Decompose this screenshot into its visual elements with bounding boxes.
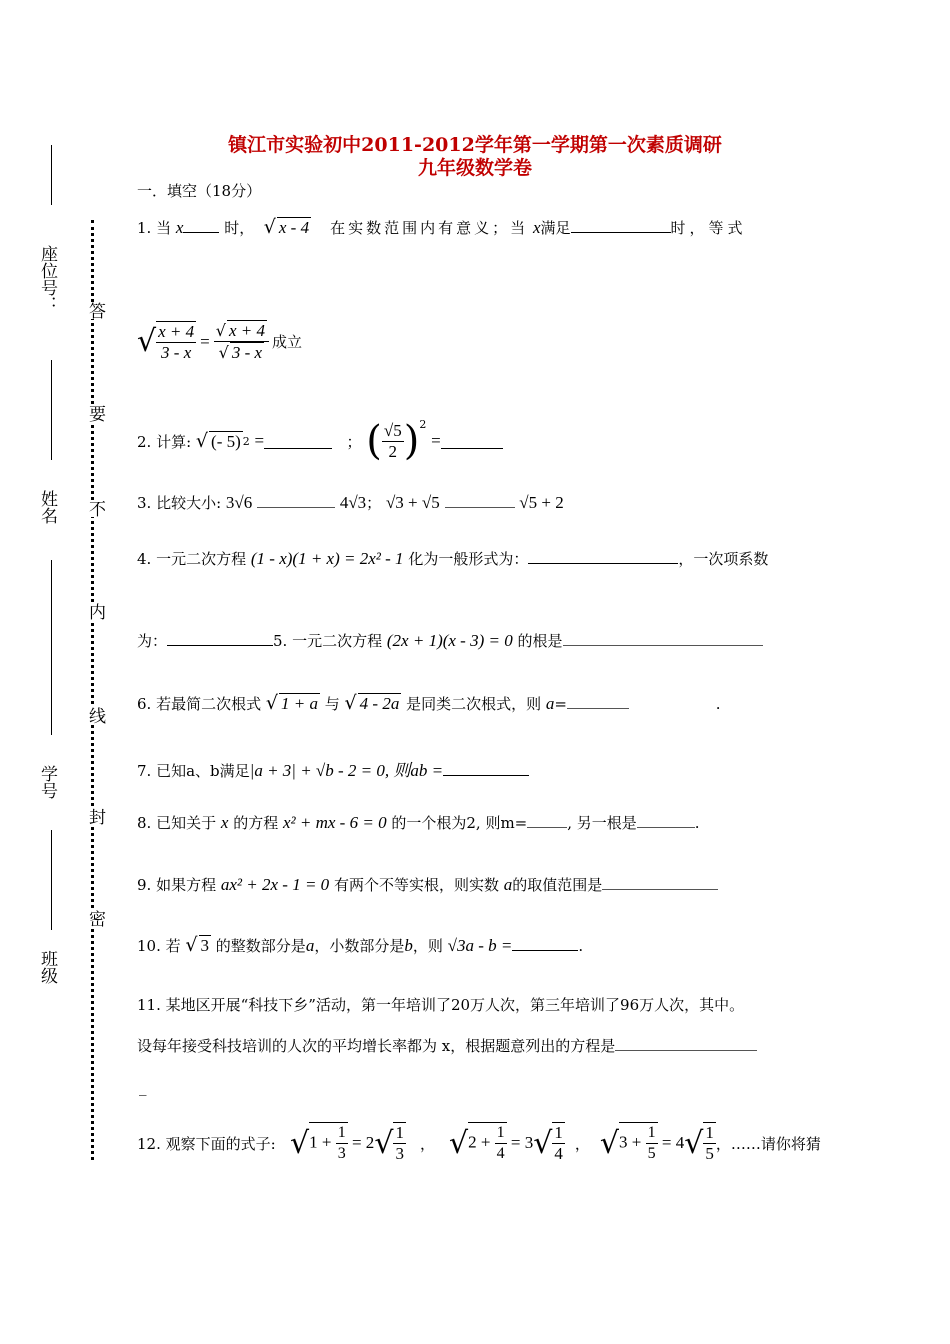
q4-text-d: 为： [137,632,168,650]
q8-line [137,812,700,833]
seal-char-3: 不 [83,500,108,517]
q4-text-c: ，一次项系数 [678,550,769,568]
q1-lhs-num: x + 4 [158,321,195,341]
seal-char-6: 封 [83,808,108,825]
name-line [51,560,52,660]
q1-var-x: x [175,218,184,237]
q3-e4: √5 + 2 [519,493,564,512]
q3-sep: ； [366,494,382,512]
q11-blank[interactable] [615,1036,757,1051]
q1-text-e: 时，等式 [670,219,747,237]
q1-text-a: 1. 当 [137,219,172,237]
q10-text-c: ，小数部分是 [314,937,405,955]
q1-text-c: 在实数范围内有意义；当 [330,219,529,237]
q5-blank[interactable] [563,631,763,646]
q5-line [137,630,763,651]
q6-text-c: 是同类二次根式，则 [406,695,542,713]
class-label: 班级 [37,950,57,984]
q3-blank-1[interactable] [257,493,335,508]
q1-equation: √ $\frac{x + 4}{3 - x}$ = $\frac{√ x + 4}{√ 3 - x}$ 成立 [137,321,302,362]
q9-text-b: 有两个不等实根，则实数 [333,876,499,894]
q7-blank[interactable] [443,761,529,776]
q9-var: a [503,875,513,894]
q8-text-e: . [694,814,700,832]
q7-line [137,756,529,781]
q5-text-a: 5. 一元二次方程 [273,632,383,650]
q1-text-b: 时， [224,219,255,237]
q10-var-b: b [404,936,413,955]
q10-e1: 3 [200,936,210,955]
q6-text-a: 6. 若最简二次根式 [137,695,262,713]
q3-e2: 4√3 [339,493,367,512]
q2-expr1: (- 5) [211,431,241,451]
q11-line2 [137,1035,757,1056]
q10-blank[interactable] [512,936,578,951]
seal-char-4: 内 [83,603,108,620]
q10-dot: . [578,937,584,955]
q9-expr: ax² + 2x - 1 = 0 [220,875,330,894]
q5-expr: (2x + 1)(x - 3) = 0 [386,631,513,650]
q2-den: 2 [388,441,398,461]
q9-text-c: 的取值范围是 [512,876,603,894]
q10-var-a: a [305,936,315,955]
q1-lhs-den: 3 - x [161,342,192,362]
seal-char-1: 答 [83,302,108,319]
q10-expr: √3a - b = [447,936,513,955]
q11-line1: 11. 某地区开展“科技下乡”活动，第一年培训了20万人次，第三年培训了96万人次，其中。 [137,996,745,1014]
q11-tail: _ [139,1078,147,1096]
seal-char-5: 线 [83,707,108,724]
q9-blank[interactable] [602,875,718,890]
q6-var: a [545,694,555,713]
q10-line: 10. 若 √ 3 的整数部分是a，小数部分是b，则 √3a - b = . [137,934,584,956]
q8-text-a: 8. 已知关于 [137,814,217,832]
q1-var-x2: x [532,218,541,237]
section-heading: 一．填空（18分） [137,182,262,200]
q1-text-f: 成立 [271,333,302,351]
q7-text-a: 7. 已知a、b满足 [137,762,250,780]
q7-expr: |a + 3| + √b - 2 = 0, 则ab = [249,761,444,780]
q6-e2: 4 - 2a [359,694,400,713]
number-label: 学号 [37,765,57,799]
seat-label: 座位号： [37,245,57,313]
q12-text-b: ，……请你将猜 [715,1134,821,1153]
q8-text-d: , 另一根是 [567,814,637,832]
q6-blank[interactable] [567,694,629,709]
class-line [51,830,52,930]
q4-text-a: 4. 一元二次方程 [137,550,247,568]
number-line-top [51,660,52,735]
q2-line: 2. 计算: √ (- 5) 2 = ； ( $\frac{√5}{2}$ ) 2 = [137,418,503,464]
q3-text-a: 3. 比较大小: [137,494,222,512]
q4-line [137,548,768,569]
q12-line: 12. 观察下面的式子: √ 1 + $\frac{1}{3}$ = 2 √ $\frac{1}{3}$ ， √ 2 + $\frac{1}{4}$ = 3 √ $\frac{1}{4}$ ， √ 3 + $\frac{1}{5}$ = 4 √ $\frac{1}{5}$ ，……请你将猜 [137,1123,821,1163]
q1-line1: 1. 当 x 时， √ x - 4 在实数范围内有意义；当 x满足 时，等式 [137,216,747,238]
q4-expr: (1 - x)(1 + x) = 2x² - 1 [250,549,404,568]
q1-text-d: 满足 [540,219,571,237]
q6-e1: 1 + a [280,694,318,713]
q3-e3: √3 + √5 [385,493,440,512]
name-line-top [51,360,52,460]
q10-text-b: 的整数部分是 [215,937,306,955]
q2-blank-2[interactable] [441,434,503,449]
q8-var-x: x [220,813,229,832]
q8-blank-2[interactable] [637,813,695,828]
q3-line [137,492,564,513]
q8-text-b: 的方程 [233,814,279,832]
q2-eq: = [254,431,265,450]
q2-semi: ； [346,432,362,451]
q2-sup: 2 [242,434,250,448]
q1-blank-2[interactable] [571,218,671,233]
q6-line: 6. 若最简二次根式 √ 1 + a 与 √ 4 - 2a 是同类二次根式，则 a= . [137,692,721,714]
q3-blank-2[interactable] [445,493,515,508]
q4-blank-1[interactable] [528,549,678,564]
q2-sup2: 2 [419,418,427,431]
q6-text-b: 与 [324,695,340,713]
name-label: 姓名 [37,490,57,524]
q9-line [137,874,718,895]
q1-sqrt: x - 4 [278,218,310,237]
q3-e1: 3√6 [225,493,253,512]
q12-text-a: 12. 观察下面的式子: [137,1134,276,1153]
q8-blank-1[interactable] [527,813,567,828]
q2-num: √5 [383,420,402,440]
q5-text-b: 的根是 [517,632,563,650]
q2-blank-1[interactable] [264,434,332,449]
q10-text-d: ，则 [412,937,443,955]
seal-dotted-line [91,220,94,1160]
q10-text-a: 10. 若 [137,937,181,955]
q1-rhs-den: 3 - x [231,343,263,362]
seal-char-7: 密 [83,910,108,927]
page-title: 镇江市实验初中2011-2012学年第一学期第一次素质调研 [228,134,722,156]
q4-blank-2[interactable] [167,631,273,646]
q11-text: 设每年接受科技培训的人次的平均增长率都为 x，根据题意列出的方程是 [137,1037,616,1055]
q9-text-a: 9. 如果方程 [137,876,217,894]
q4-text-b: 化为一般形式为： [408,550,529,568]
q6-dot: . [715,695,721,713]
q8-expr: x² + mx - 6 = 0 [283,813,387,832]
seal-char-2: 要 [83,405,108,422]
q2-text-a: 2. 计算: [137,432,192,451]
q1-blank-1[interactable] [183,218,219,233]
seat-line [51,145,52,205]
q2-eq2: = [431,431,441,450]
q1-rhs-num: x + 4 [228,321,265,340]
page-subtitle: 九年级数学卷 [417,157,532,179]
q8-text-c: 的一个根为2, 则m= [391,814,528,832]
q6-eq: = [554,695,567,713]
